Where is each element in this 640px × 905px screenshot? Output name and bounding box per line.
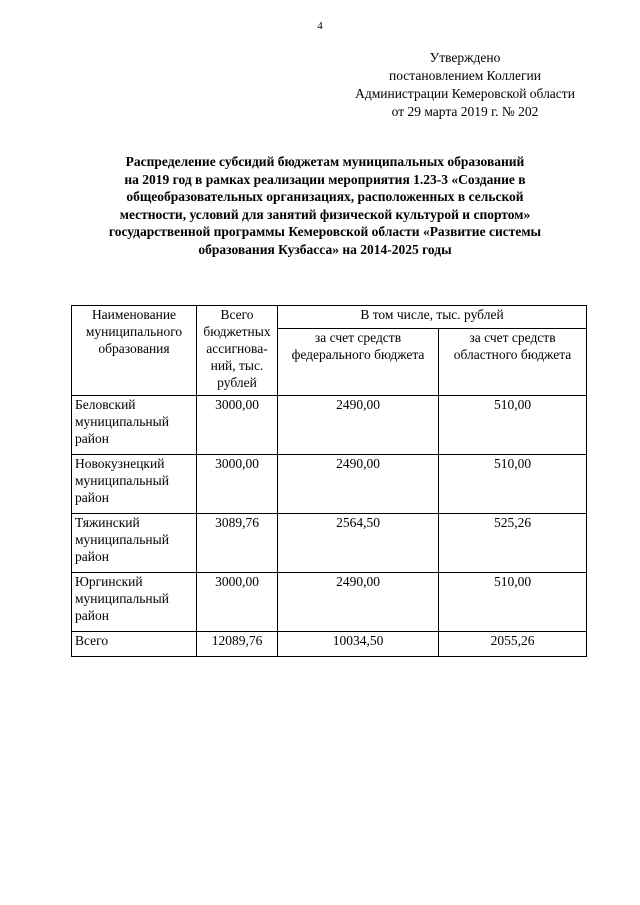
table-header-row xyxy=(72,306,587,329)
cell-regional: 510,00 xyxy=(439,396,587,455)
title-line: местности, условий для занятий физической культурой и спортом» xyxy=(119,206,531,222)
cell-total: 3000,00 xyxy=(197,455,278,514)
title-line: государственной программы Кемеровской области «Развитие системы xyxy=(108,224,542,239)
table-row xyxy=(72,573,587,632)
title-line: общеобразовательных организациях, расположенных в сельской xyxy=(126,189,524,204)
table-total-row xyxy=(72,632,587,657)
approval-stamp xyxy=(330,49,600,121)
approval-line: постановлением Коллегии xyxy=(389,68,541,83)
cell-regional: 525,26 xyxy=(439,514,587,573)
cell-total: 3089,76 xyxy=(197,514,278,573)
cell-total: 3000,00 xyxy=(197,573,278,632)
table-row xyxy=(72,396,587,455)
cell-municipality: Беловский муниципальный район xyxy=(72,396,197,455)
cell-municipality: Юргинский муниципальный район xyxy=(72,573,197,632)
cell-municipality: Тяжинский муниципальный район xyxy=(72,514,197,573)
cell-grand-total: 12089,76 xyxy=(197,632,278,657)
cell-federal: 2490,00 xyxy=(278,455,439,514)
approval-line: Администрации Кемеровской области xyxy=(355,86,575,101)
subsidies-table xyxy=(71,305,587,657)
approval-line: Утверждено xyxy=(429,50,501,65)
header-total: Всего бюджетных ассигнова-ний, тыс. рублей xyxy=(197,306,278,396)
page-number: 4 xyxy=(317,20,323,32)
cell-municipality: Новокузнецкий муниципальный район xyxy=(72,455,197,514)
cell-total-label: Всего xyxy=(72,632,197,657)
header-federal: за счет средств федерального бюджета xyxy=(278,329,439,396)
title-line: Распределение субсидий бюджетам муниципальных образований xyxy=(125,154,525,169)
cell-federal: 2490,00 xyxy=(278,396,439,455)
table-row xyxy=(72,514,587,573)
cell-regional-total: 2055,26 xyxy=(439,632,587,657)
cell-regional: 510,00 xyxy=(439,573,587,632)
title-line: на 2019 год в рамках реализации мероприятия 1.23-3 «Создание в xyxy=(124,171,526,187)
header-municipality: Наименование муниципального образования xyxy=(72,306,197,396)
title-line: образования Кузбасса» на 2014-2025 годы xyxy=(198,241,452,257)
table-row xyxy=(72,455,587,514)
cell-federal-total: 10034,50 xyxy=(278,632,439,657)
document-title xyxy=(60,153,590,258)
cell-federal: 2564,50 xyxy=(278,514,439,573)
cell-regional: 510,00 xyxy=(439,455,587,514)
header-including: В том числе, тыс. рублей xyxy=(278,306,587,329)
cell-total: 3000,00 xyxy=(197,396,278,455)
header-regional: за счет средств областного бюджета xyxy=(439,329,587,396)
approval-line: от 29 марта 2019 г. № 202 xyxy=(391,104,539,119)
cell-federal: 2490,00 xyxy=(278,573,439,632)
